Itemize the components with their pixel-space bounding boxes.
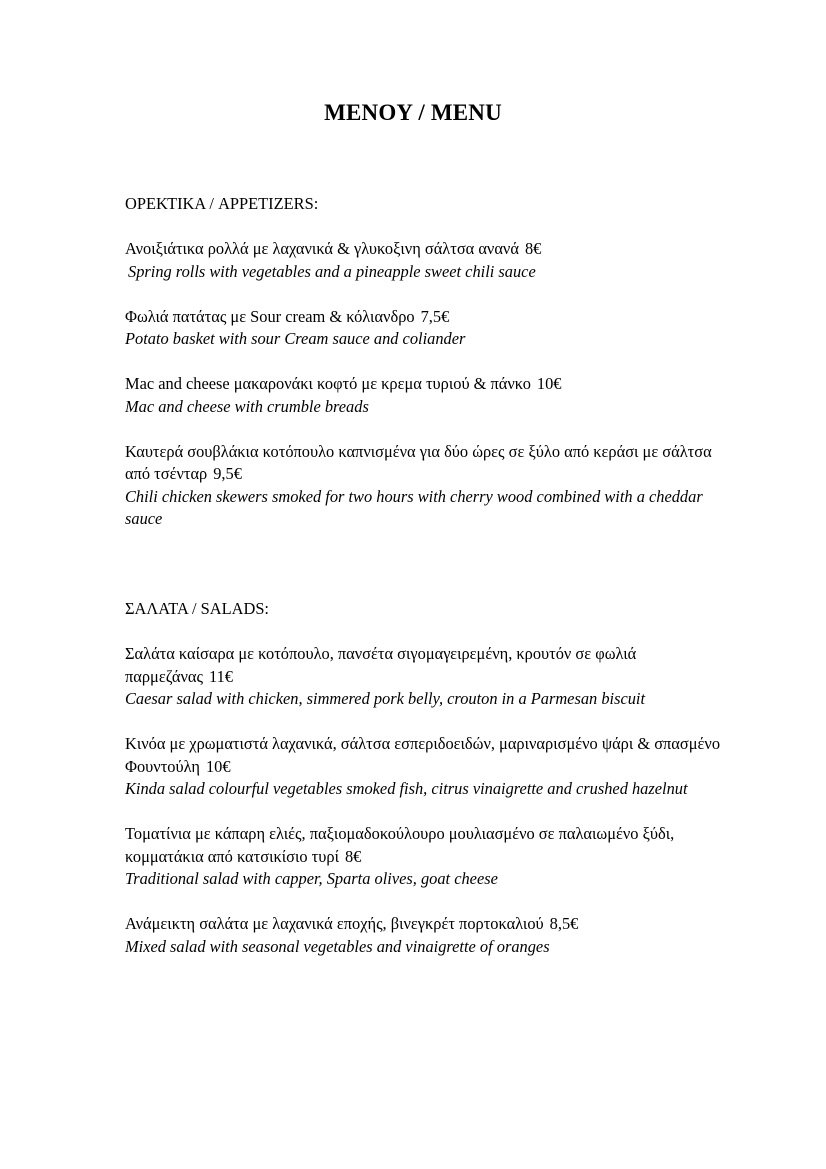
item-greek-name: Κινόα με χρωματιστά λαχανικά, σάλτσα εσπεριδοειδών, μαριναρισμένο ψάρι & σπασμένο Φουντούλη 10€ xyxy=(125,734,721,776)
menu-item xyxy=(125,441,725,531)
item-price: 11€ xyxy=(208,666,233,686)
page-title: MENOY / MENU xyxy=(324,100,502,125)
item-price: 9,5€ xyxy=(213,464,242,483)
menu-item xyxy=(125,823,725,891)
item-greek-name: Καυτερά σουβλάκια κοτόπουλο καπνισμένα για δύο ώρες σε ξύλο από κεράσι με σάλτσα από τσένταρ 9,5€ xyxy=(125,441,712,483)
item-english-name: Kinda salad colourful vegetables smoked fish, citrus vinaigrette and crushed hazelnut xyxy=(125,779,688,798)
menu-item xyxy=(125,373,725,418)
menu-item xyxy=(125,238,725,283)
section-spacer xyxy=(125,531,725,599)
item-english-name: Chili chicken skewers smoked for two hours with cherry wood combined with a cheddar sauce xyxy=(125,486,703,528)
item-price: 10€ xyxy=(205,756,231,776)
menu-item xyxy=(125,306,725,351)
item-greek-name: Σαλάτα καίσαρα με κοτόπουλο, πανσέτα σιγομαγειρεμένη, κρουτόν σε φωλιά παρμεζάνας 11€ xyxy=(125,644,637,686)
section-heading-salads: ΣΑΛΑΤΑ / SALADS: xyxy=(125,599,269,618)
menu-item xyxy=(125,643,725,711)
item-english-name: Potato basket with sour Cream sauce and coliander xyxy=(125,329,466,348)
section-heading-appetizers: ΟΡΕΚΤΙΚΑ / APPETIZERS: xyxy=(125,194,319,213)
item-english-name: Caesar salad with chicken, simmered pork belly, crouton in a Parmesan biscuit xyxy=(125,689,646,708)
item-price: 8€ xyxy=(524,239,542,258)
item-english-name: Traditional salad with capper, Sparta olives, goat cheese xyxy=(125,869,498,888)
item-english-name: Mixed salad with seasonal vegetables and vinaigrette of oranges xyxy=(125,936,550,956)
item-price: 7,5€ xyxy=(420,306,450,326)
item-greek-name: Ανοιξιάτικα ρολλά με λαχανικά & γλυκοξινη σάλτσα ανανά 8€ xyxy=(125,239,542,258)
menu-item xyxy=(125,733,725,801)
item-greek-name: Φωλιά πατάτας με Sour cream & κόλιανδρο 7,5€ xyxy=(125,306,450,326)
section-appetizers xyxy=(125,193,725,531)
menu-item xyxy=(125,913,725,958)
item-greek-name: Mac and cheese μακαρονάκι κοφτό με κρεμα τυριού & πάνκο 10€ xyxy=(125,374,562,393)
item-price: 8,5€ xyxy=(549,914,579,933)
menu-content xyxy=(125,193,725,958)
item-greek-name: Τοματίνια με κάπαρη ελιές, παξιομαδοκούλουρο μουλιασμένο σε παλαιωμένο ξύδι, κομματάκια από κατσικίσιο τυρί 8€ xyxy=(125,824,675,866)
section-salads xyxy=(125,598,725,958)
item-greek-name: Ανάμεικτη σαλάτα με λαχανικά εποχής, βινεγκρέτ πορτοκαλιού 8,5€ xyxy=(125,914,579,933)
item-english-name: Mac and cheese with crumble breads xyxy=(125,396,369,416)
item-price: 8€ xyxy=(344,846,362,866)
item-price: 10€ xyxy=(536,374,562,393)
item-english-name: Spring rolls with vegetables and a pineapple sweet chili sauce xyxy=(128,261,536,281)
